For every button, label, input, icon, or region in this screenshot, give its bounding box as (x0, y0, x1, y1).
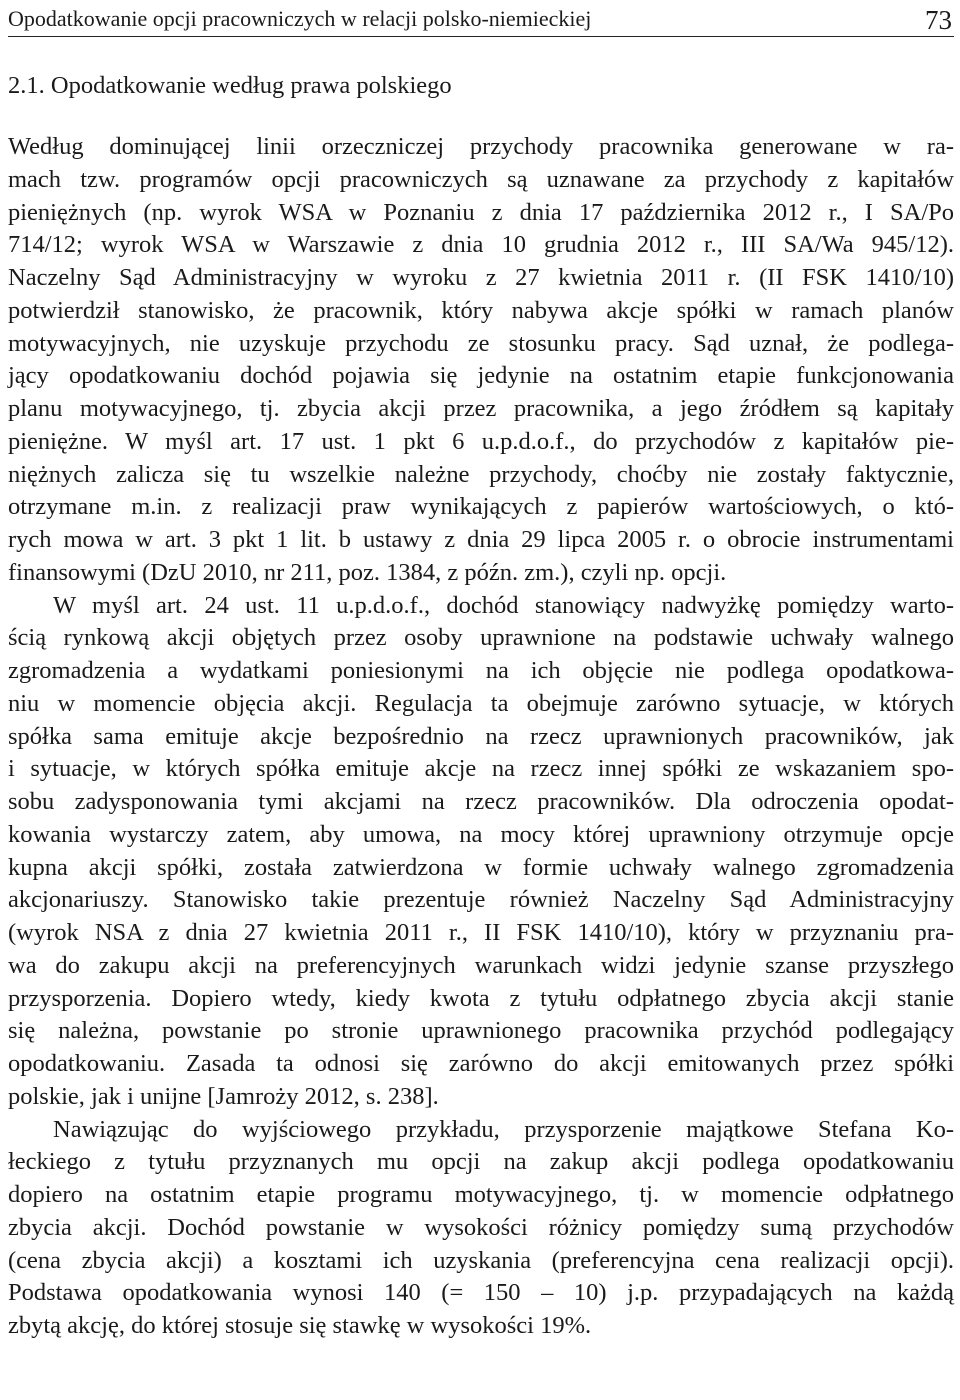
text-line: zbycia akcji. Dochód powstanie w wysokości różnicy pomiędzy sumą przychodów (8, 1213, 954, 1241)
text-line: wa do zakupu akcji na preferencyjnych warunkach widzi jedynie szanse przyszłego (8, 951, 954, 979)
paragraph (8, 131, 954, 590)
text-line: pieniężne. W myśl art. 17 ust. 1 pkt 6 u.p.d.o.f., do przychodów z kapitałów pie- (8, 427, 954, 455)
text-line: się należna, powstanie po stronie uprawnionego pracownika przychód podlegający (8, 1017, 954, 1045)
page-number: 73 (925, 5, 952, 35)
text-line: przysporzenia. Dopiero wtedy, kiedy kwota z tytułu odpłatnego zbycia akcji stanie (8, 984, 954, 1012)
text-line: spółka sama emituje akcje bezpośrednio na rzecz uprawnionych pracowników, jak (8, 722, 954, 750)
text-line: zbytą akcję, do której stosuje się stawkę w wysokości 19%. (8, 1312, 592, 1339)
text-line: potwierdził stanowisko, że pracownik, który nabywa akcje spółki w ramach planów (8, 296, 954, 324)
text-line: ścią rynkową akcji objętych przez osoby uprawnione na podstawie uchwały walnego (8, 624, 954, 652)
text-line: Nawiązując do wyjściowego przykładu, przysporzenie majątkowe Stefana Ko- (53, 1115, 954, 1143)
text-line: polskie, jak i unijne [Jamroży 2012, s. 238]. (8, 1082, 439, 1110)
text-line: łeckiego z tytułu przyznanych mu opcji na zakup akcji podlega opodatkowaniu (8, 1148, 954, 1176)
text-line: (cena zbycia akcji) a kosztami ich uzyskania (preferencyjna cena realizacji opcji). (8, 1246, 954, 1274)
paragraph (8, 590, 954, 1114)
text-line: rych mowa w art. 3 pkt 1 lit. b ustawy z dnia 29 lipca 2005 r. o obrocie instrumentami (8, 526, 954, 553)
text-line: Naczelny Sąd Administracyjny w wyroku z 27 kwietnia 2011 r. (II FSK 1410/10) (8, 264, 954, 291)
text-line: planu motywacyjnego, tj. zbycia akcji przez pracownika, a jego źródłem są kapitały (8, 395, 954, 422)
text-line: mach tzw. programów opcji pracowniczych są uznawane za przychody z kapitałów (8, 165, 954, 193)
text-line: dopiero na ostatnim etapie programu motywacyjnego, tj. w momencie odpłatnego (8, 1181, 954, 1208)
text-line: jący opodatkowaniu dochód pojawia się jedynie na ostatnim etapie funkcjonowania (8, 362, 954, 390)
text-line: zgromadzenia a wydatkami poniesionymi na ich objęcie nie podlega opodatkowa- (8, 657, 954, 684)
text-line: akcjonariuszy. Stanowisko takie prezentuje również Naczelny Sąd Administracyjny (8, 886, 954, 914)
text-line: niu w momencie objęcia akcji. Regulacja ta obejmuje zarówno sytuacje, w których (8, 689, 954, 717)
text-line: W myśl art. 24 ust. 11 u.p.d.o.f., dochód stanowiący nadwyżkę pomiędzy warto- (53, 591, 954, 619)
text-line: Według dominującej linii orzeczniczej przychody pracownika generowane w ra- (8, 133, 954, 160)
text-line: niężnych zalicza się tu wszelkie należne przychody, choćby nie zostały faktycznie, (8, 460, 954, 488)
text-line: 714/12; wyrok WSA w Warszawie z dnia 10 grudnia 2012 r., III SA/Wa 945/12). (8, 231, 954, 259)
running-header (8, 2, 954, 37)
running-title: Opodatkowanie opcji pracowniczych w relacji polsko-niemieckiej (8, 6, 592, 31)
text-line: opodatkowaniu. Zasada ta odnosi się zarówno do akcji emitowanych przez spółki (8, 1050, 954, 1077)
text-line: kowania wystarczy zatem, aby umowa, na mocy której uprawniony otrzymuje opcje (8, 820, 954, 848)
text-line: finansowymi (DzU 2010, nr 211, poz. 1384, z późn. zm.), czyli np. opcji. (8, 558, 727, 586)
text-line: (wyrok NSA z dnia 27 kwietnia 2011 r., II FSK 1410/10), który w przyznaniu pra- (8, 919, 954, 946)
paragraph (8, 1114, 954, 1343)
text-line: kupna akcji spółki, została zatwierdzona w formie uchwały walnego zgromadzenia (8, 853, 954, 881)
text-line: pieniężnych (np. wyrok WSA w Poznaniu z dnia 17 października 2012 r., I SA/Po (8, 198, 954, 226)
text-line: otrzymane m.in. z realizacji praw wynikających z papierów wartościowych, o któ- (8, 493, 954, 521)
section-heading: 2.1. Opodatkowanie według prawa polskiego (8, 72, 452, 99)
text-line: i sytuacje, w których spółka emituje akcje na rzecz innej spółki ze wskazaniem spo- (8, 755, 954, 783)
text-line: sobu zadysponowania tymi akcjami na rzecz pracowników. Dla odroczenia opodat- (8, 788, 954, 815)
text-body (8, 131, 954, 1343)
text-line: Podstawa opodatkowania wynosi 140 (= 150 – 10) j.p. przypadających na każdą (8, 1279, 954, 1307)
text-line: motywacyjnych, nie uzyskuje przychodu ze stosunku pracy. Sąd uznał, że podlega- (8, 329, 954, 357)
